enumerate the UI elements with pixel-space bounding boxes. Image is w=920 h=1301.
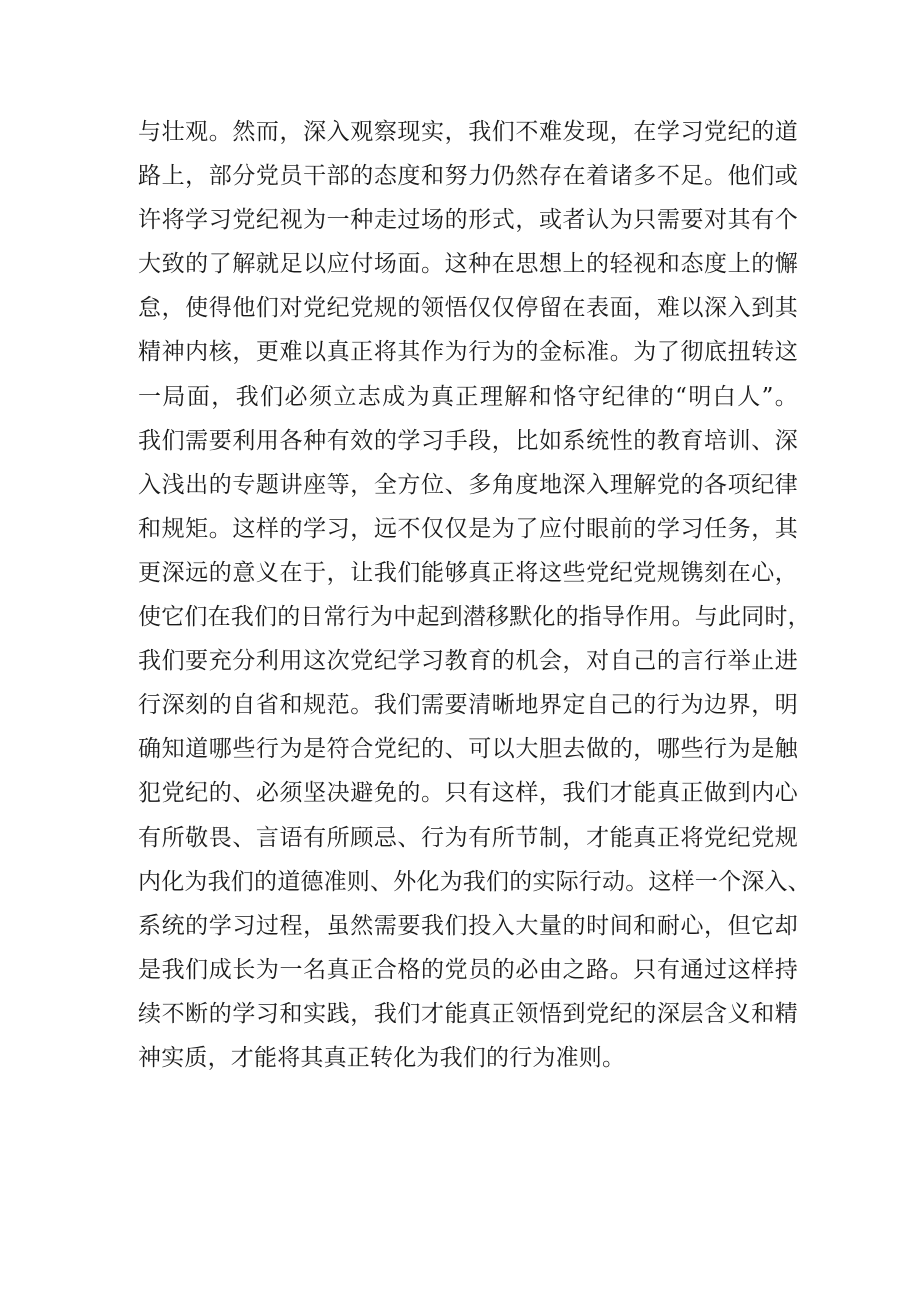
text-line: 许将学习党纪视为一种走过场的形式，或者认为只需要对其有个 [138, 207, 798, 234]
body-paragraph [138, 110, 811, 1080]
text-line: 我们要充分利用这次党纪学习教育的机会，对自己的言行举止进 [138, 648, 798, 675]
text-line: 更深远的意义在于，让我们能够真正将这些党纪党规镌刻在心， [138, 559, 798, 586]
text-line: 系统的学习过程，虽然需要我们投入大量的时间和耐心，但它却 [138, 912, 798, 939]
text-line: 我们需要利用各种有效的学习手段，比如系统性的教育培训、深 [138, 427, 798, 454]
text-line: 路上，部分党员干部的态度和努力仍然存在着诸多不足。他们或 [138, 163, 798, 190]
text-line: 与壮观。然而，深入观察现实，我们不难发现，在学习党纪的道 [138, 119, 798, 145]
text-line: 内化为我们的道德准则、外化为我们的实际行动。这样一个深入、 [138, 868, 811, 895]
text-line: 行深刻的自省和规范。我们需要清晰地界定自己的行为边界，明 [138, 692, 798, 719]
text-line: 确知道哪些行为是符合党纪的、可以大胆去做的，哪些行为是触 [138, 736, 798, 763]
text-line: 使它们在我们的日常行为中起到潜移默化的指导作用。与此同时， [138, 604, 811, 631]
text-line: 是我们成长为一名真正合格的党员的必由之路。只有通过这样持 [138, 956, 798, 983]
text-line: 和规矩。这样的学习，远不仅仅是为了应付眼前的学习任务，其 [138, 515, 798, 542]
text-line: 续不断的学习和实践，我们才能真正领悟到党纪的深层含义和精 [138, 1000, 798, 1027]
text-line: 大致的了解就足以应付场面。这种在思想上的轻视和态度上的懈 [138, 251, 798, 278]
text-line: 犯党纪的、必须坚决避免的。只有这样，我们才能真正做到内心 [138, 780, 798, 807]
text-line: 精神内核，更难以真正将其作为行为的金标准。为了彻底扭转这 [138, 339, 798, 366]
text-line: 有所敬畏、言语有所顾忌、行为有所节制，才能真正将党纪党规 [138, 824, 798, 851]
text-line: 神实质，才能将其真正转化为我们的行为准则。 [138, 1044, 626, 1071]
text-line: 怠，使得他们对党纪党规的领悟仅仅停留在表面，难以深入到其 [138, 295, 798, 322]
text-line: 入浅出的专题讲座等，全方位、多角度地深入理解党的各项纪律 [138, 471, 798, 498]
text-line: 一局面，我们必须立志成为真正理解和恪守纪律的“明白人”。 [138, 383, 798, 410]
